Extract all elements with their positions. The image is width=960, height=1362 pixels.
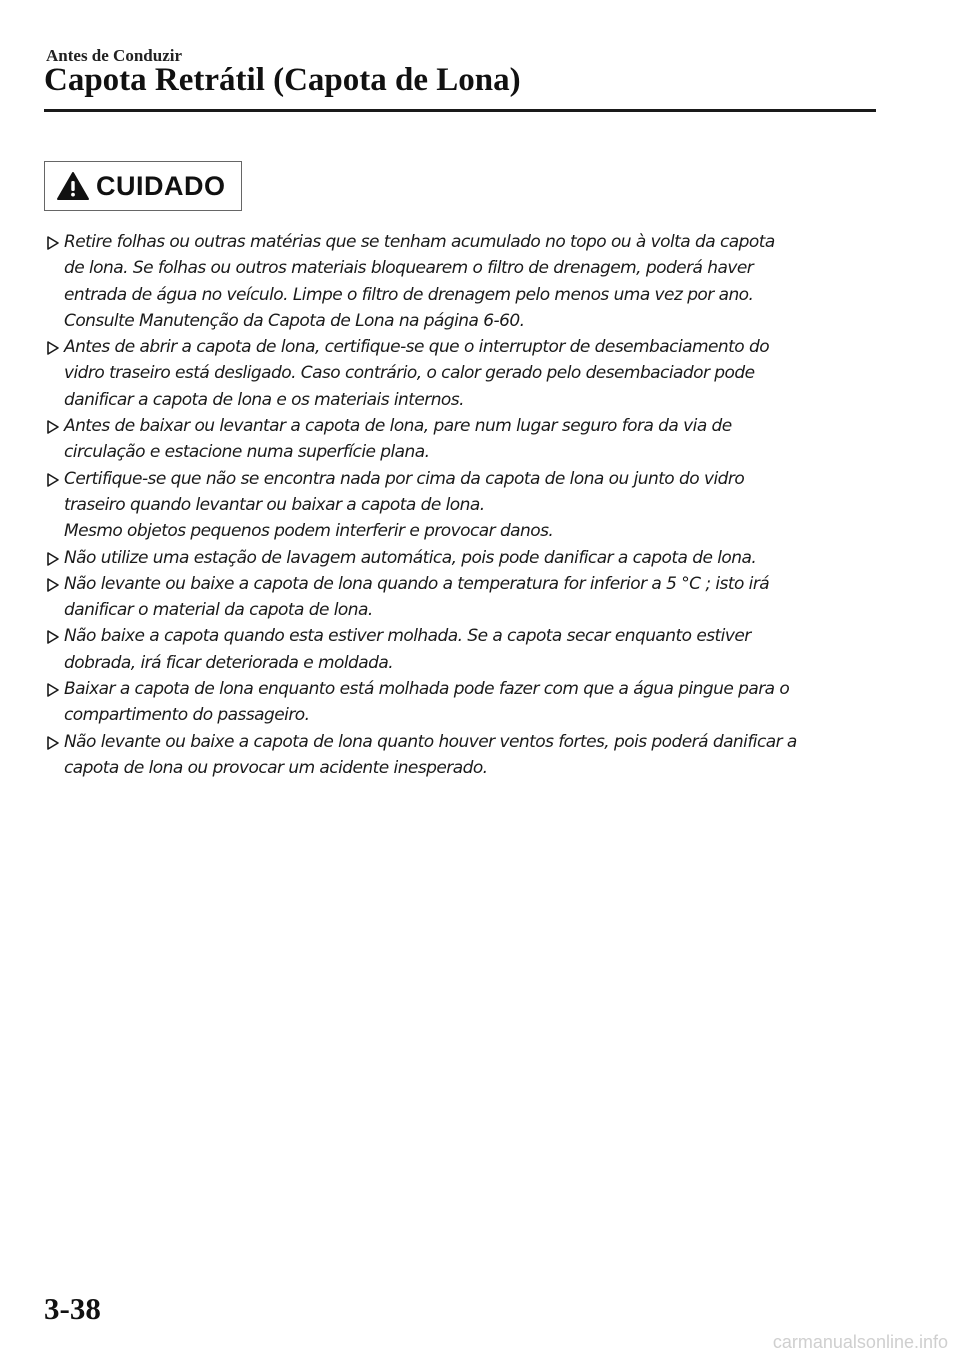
caution-item-text: Não levante ou baixe a capota de lona quando a temperatura for inferior a 5 °C ; isto irá danificar o material da capota de lona. <box>64 573 770 621</box>
title-divider <box>44 109 876 112</box>
caution-item <box>44 229 884 334</box>
warning-triangle-icon <box>56 171 90 201</box>
arrow-bullet-icon <box>46 341 60 355</box>
arrow-bullet-icon <box>46 736 60 750</box>
caution-item <box>44 676 884 729</box>
arrow-bullet-icon <box>46 420 60 434</box>
caution-item <box>44 729 884 782</box>
caution-item-text: Não levante ou baixe a capota de lona quanto houver ventos fortes, pois poderá danificar a capota de lona ou provocar um acidente inesperado. <box>64 731 797 778</box>
caution-item <box>44 571 884 624</box>
caution-item <box>44 545 884 571</box>
arrow-bullet-icon <box>46 578 60 592</box>
arrow-bullet-icon <box>46 630 60 644</box>
caution-item <box>44 466 884 545</box>
caution-list <box>44 229 884 781</box>
warning-label: CUIDADO <box>96 170 226 201</box>
caution-item-text: Certifique-se que não se encontra nada por cima da capota de lona ou junto do vidro traseiro quando levantar ou baixar a capota de lona. Mesmo objetos pequenos podem interferir e provocar danos. <box>64 468 745 542</box>
caution-item-text: Baixar a capota de lona enquanto está molhada pode fazer com que a água pingue para o compartimento do passageiro. <box>64 679 790 726</box>
caution-item <box>44 334 884 413</box>
page-title: Capota Retrátil (Capota de Lona) <box>44 62 521 98</box>
section-label: Antes de Conduzir <box>46 46 183 65</box>
arrow-bullet-icon <box>46 473 60 487</box>
arrow-bullet-icon <box>46 236 60 250</box>
caution-item-text: Não baixe a capota quando esta estiver molhada. Se a capota secar enquanto estiver dobrada, irá ficar deteriorada e moldada. <box>64 626 751 673</box>
caution-item <box>44 413 884 466</box>
warning-badge <box>44 161 242 211</box>
arrow-bullet-icon <box>46 683 60 697</box>
caution-item-text: Não utilize uma estação de lavagem automática, pois pode danificar a capota de lona. <box>64 547 757 568</box>
arrow-bullet-icon <box>46 552 60 566</box>
watermark: carmanualsonline.info <box>772 1332 948 1352</box>
caution-item-text: Antes de baixar ou levantar a capota de lona, pare num lugar seguro fora da via de circulação e estacione numa superfície plana. <box>64 416 732 463</box>
caution-item-text: Antes de abrir a capota de lona, certifique-se que o interruptor de desembaciamento do vidro traseiro está desligado. Caso contrário, o calor gerado pelo desembaciador pode danificar a capota de lona e os materiais internos. <box>64 337 770 410</box>
caution-item <box>44 623 884 676</box>
page-number: 3-38 <box>44 1291 101 1326</box>
caution-item-text: Retire folhas ou outras matérias que se tenham acumulado no topo ou à volta da capota de lona. Se folhas ou outros materiais bloquearem o filtro de drenagem, poderá haver entrada de água no veículo. Limpe o filtro de drenagem pelo menos uma vez por ano. Consulte Manutenção da Capota de Lona na página 6-60. <box>64 232 775 331</box>
